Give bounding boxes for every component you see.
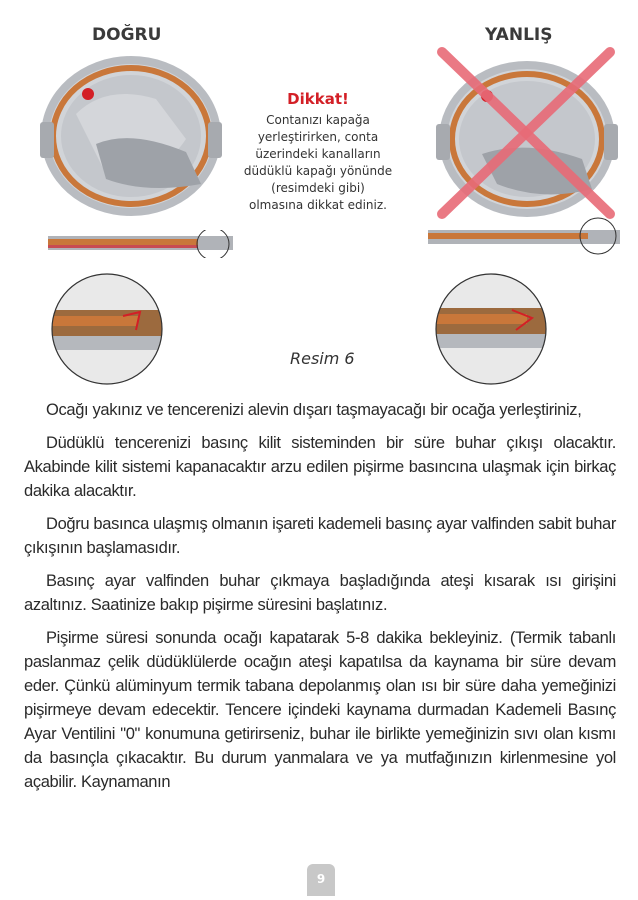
wrong-label: YANLIŞ	[485, 25, 553, 45]
paragraph: Düdüklü tencerenizi basınç kilit sisteminden bir süre buhar çıkışı olacaktır. Akabinde kilit sistemi kapanacaktır arzu edilen pişirme basıncına ulaşmak için birkaç dakika alacaktır.	[24, 434, 616, 500]
paragraph: Ocağı yakınız ve tencerenizi alevin dışarı taşmayacağı bir ocağa yerleştiriniz,	[46, 401, 582, 419]
notice-line: Contanızı kapağa	[266, 113, 370, 127]
correct-lid-illustration	[36, 44, 226, 224]
wrong-lid-illustration	[432, 44, 622, 224]
paragraph: Doğru basınca ulaşmış olmanın işareti kademeli basınç ayar valfinden sabit buhar çıkışının başlamasıdır.	[24, 515, 616, 557]
correct-gasket-detail-magnifier	[48, 272, 166, 387]
notice-title: Dikkat!	[287, 90, 349, 108]
wrong-section-strip	[428, 216, 620, 256]
notice-line: düdüklü kapağı yönünde	[243, 164, 393, 178]
page-number-badge: 9	[307, 864, 335, 896]
notice-line: yerleştirirken, conta	[257, 130, 379, 144]
paragraph: Pişirme süresi sonunda ocağı kapatarak 5-8 dakika bekleyiniz. (Termik tabanlı paslanmaz çelik düdüklülerde ocağın ateşi kapatılsa da kaynama bir süre devam eder. Çünkü alüminyum termik tabana depolanmış olan ısı bir süre daha yemeğinizi pişirmeye devam edecektir. Tencere içindeki kaynama durmadan Kademeli Basınç Ayar Ventilini "0" konumuna getirirseniz, buhar ile birlikte yemeğinizin sıvı olan kısmı da basınçla çıkacaktır. Bu durum yanmalara ve ya mutfağınızın kirlenmesine yol açabilir. Kaynamanın	[24, 629, 616, 791]
body-text	[24, 398, 616, 803]
paragraph: Basınç ayar valfinden buhar çıkmaya başladığında ateşi kısarak ısı girişini azaltınız. Saatinize bakıp pişirme süresini başlatınız.	[24, 572, 616, 614]
figure-caption: Resim 6	[290, 349, 355, 368]
notice-line: (resimdeki gibi)	[271, 181, 365, 195]
correct-label: DOĞRU	[92, 25, 162, 45]
correct-section-strip	[48, 230, 233, 258]
notice-line: olmasına dikkat ediniz.	[249, 198, 387, 212]
notice-line: üzerindeki kanalların	[255, 147, 381, 161]
attention-notice	[228, 90, 408, 214]
wrong-gasket-detail-magnifier	[432, 272, 550, 387]
